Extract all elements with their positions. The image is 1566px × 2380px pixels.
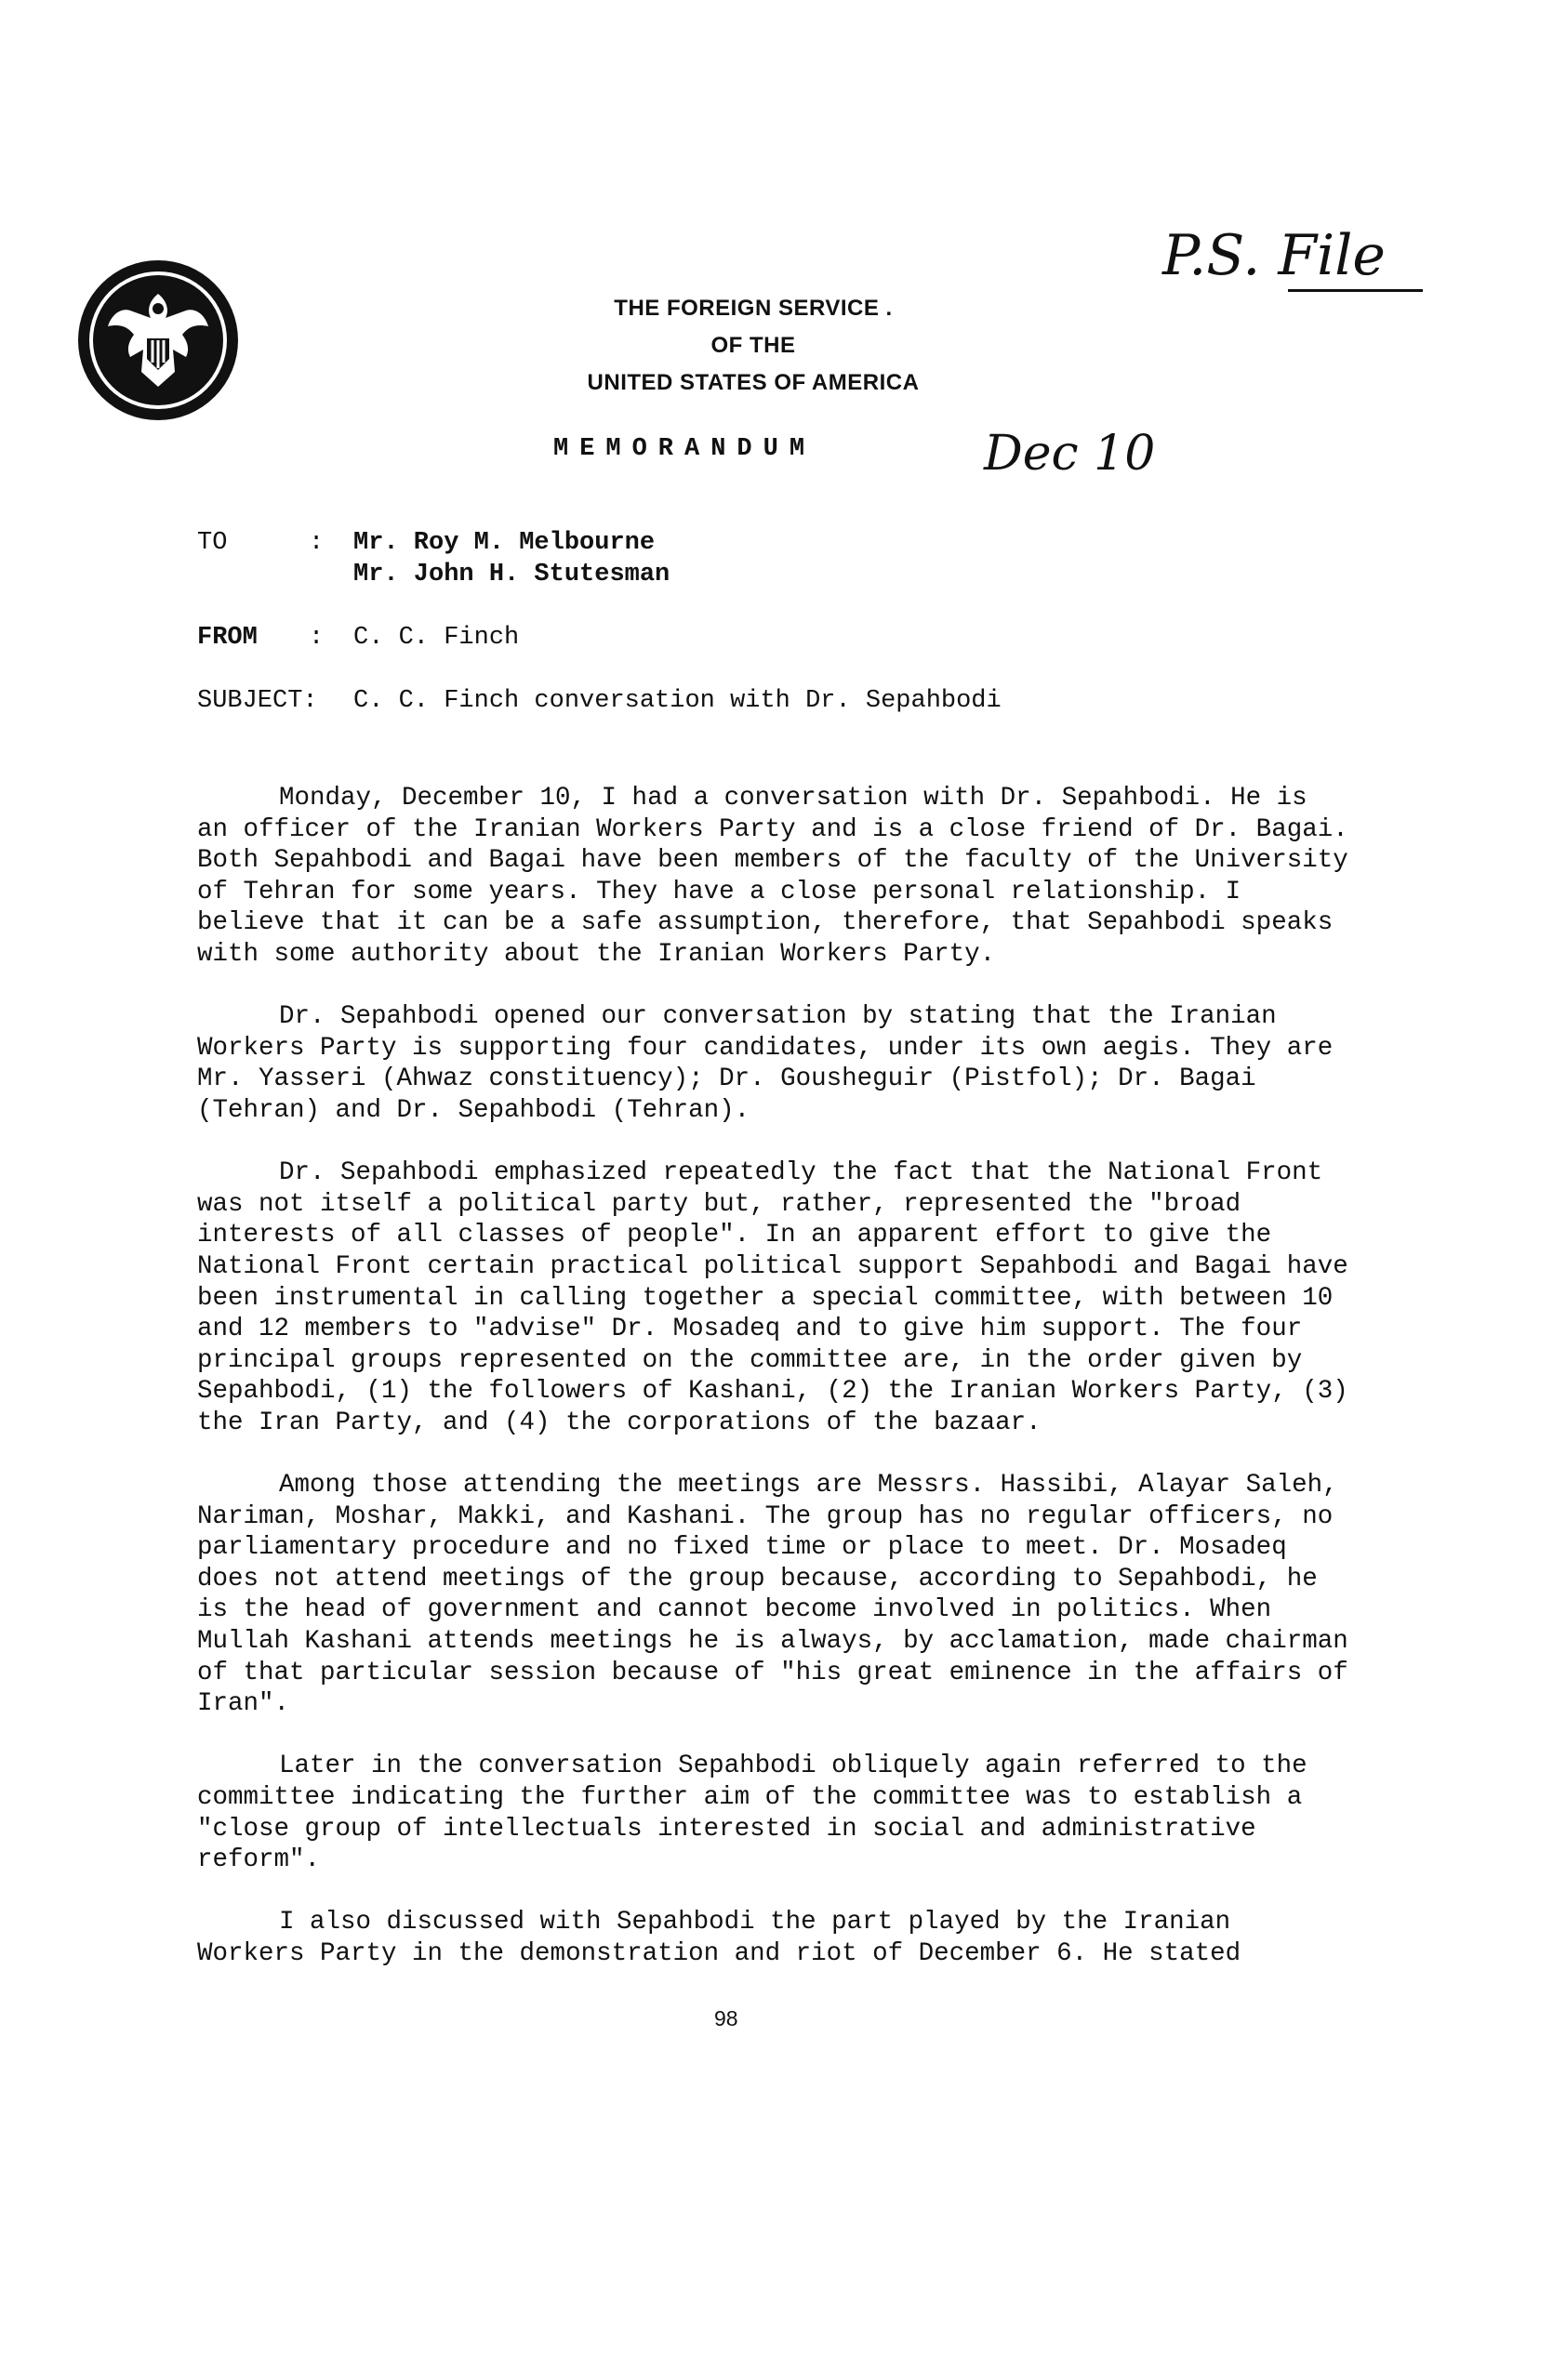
to-label: TO bbox=[197, 529, 228, 557]
paragraph: Monday, December 10, I had a conversation with Dr. Sepahbodi. He is an officer of the Iranian Workers Party and is a close friend of Dr. Bagai. Both Sepahbodi and Bagai have been members of the faculty of the University of Tehran for some years. They have a close personal relationship. I believe that it can be a safe assumption, therefore, that Sepahbodi speaks with some authority about the Iranian Workers Party. bbox=[197, 784, 1348, 969]
memo-title: MEMORANDUM bbox=[553, 435, 816, 463]
subject-value: C. C. Finch conversation with Dr. Sepahbodi bbox=[353, 687, 1002, 715]
paragraph: Dr. Sepahbodi opened our conversation by stating that the Iranian Workers Party is supporting four candidates, under its own aegis. They are Mr. Yasseri (Ahwaz constituency); Dr. Gousheguir (Pistfol); Dr. Bagai (Tehran) and Dr. Sepahbodi (Tehran). bbox=[197, 1002, 1334, 1125]
letterhead bbox=[465, 290, 1042, 402]
to-recipient-2: Mr. John H. Stutesman bbox=[353, 561, 670, 588]
subject-label: SUBJECT: bbox=[197, 687, 318, 715]
page-number: 98 bbox=[714, 2006, 738, 2030]
to-recipient-1: Mr. Roy M. Melbourne bbox=[353, 529, 656, 557]
letterhead-line-3: UNITED STATES OF AMERICA bbox=[587, 370, 920, 395]
us-seal-logo bbox=[74, 257, 242, 424]
paragraph: Dr. Sepahbodi emphasized repeatedly the fact that the National Front was not itself a political party but, rather, represented the "broad interests of all classes of people". In an apparent effort to give the National Front certain practical political support Sepahbodi and Bagai have been instrumental in calling together a special committee, with between 10 and 12 members to "advise" Dr. Mosadeq and to give him support. The four principal groups represented on the committee are, in the order given by Sepahbodi, (1) the followers of Kashani, (2) the Iranian Workers Party, (3) the Iran Party, and (4) the corporations of the bazaar. bbox=[197, 1158, 1348, 1437]
letterhead-line-2: OF THE bbox=[710, 333, 796, 358]
memo-body bbox=[197, 783, 1350, 2001]
paragraph: I also discussed with Sepahbodi the part played by the Iranian Workers Party in the demonstration and riot of December 6. He stated bbox=[197, 1908, 1241, 1968]
from-value: C. C. Finch bbox=[353, 624, 520, 652]
paragraph: Later in the conversation Sepahbodi obliquely again referred to the committee indicating the further aim of the committee was to establish a "close group of intellectuals interested in social and administrative reform". bbox=[197, 1752, 1307, 1875]
handwritten-date-note: Dec 10 bbox=[984, 426, 1156, 482]
handwritten-file-note: P.S. File bbox=[1162, 223, 1386, 288]
from-label: FROM bbox=[197, 624, 258, 652]
paragraph: Among those attending the meetings are Messrs. Hassibi, Alayar Saleh, Nariman, Moshar, Makki, and Kashani. The group has no regular officers, no parliamentary procedure and no fixed time or place to meet. Dr. Mosadeq does not attend meetings of the group because, according to Sepahbodi, he is the head of government and cannot become involved in politics. When Mullah Kashani attends meetings he is always, by acclamation, made chairman of that particular session because of "his great eminence in the affairs of Iran". bbox=[197, 1471, 1348, 1719]
letterhead-line-1: THE FOREIGN SERVICE . bbox=[614, 296, 893, 321]
eagle-seal-icon bbox=[74, 257, 242, 424]
